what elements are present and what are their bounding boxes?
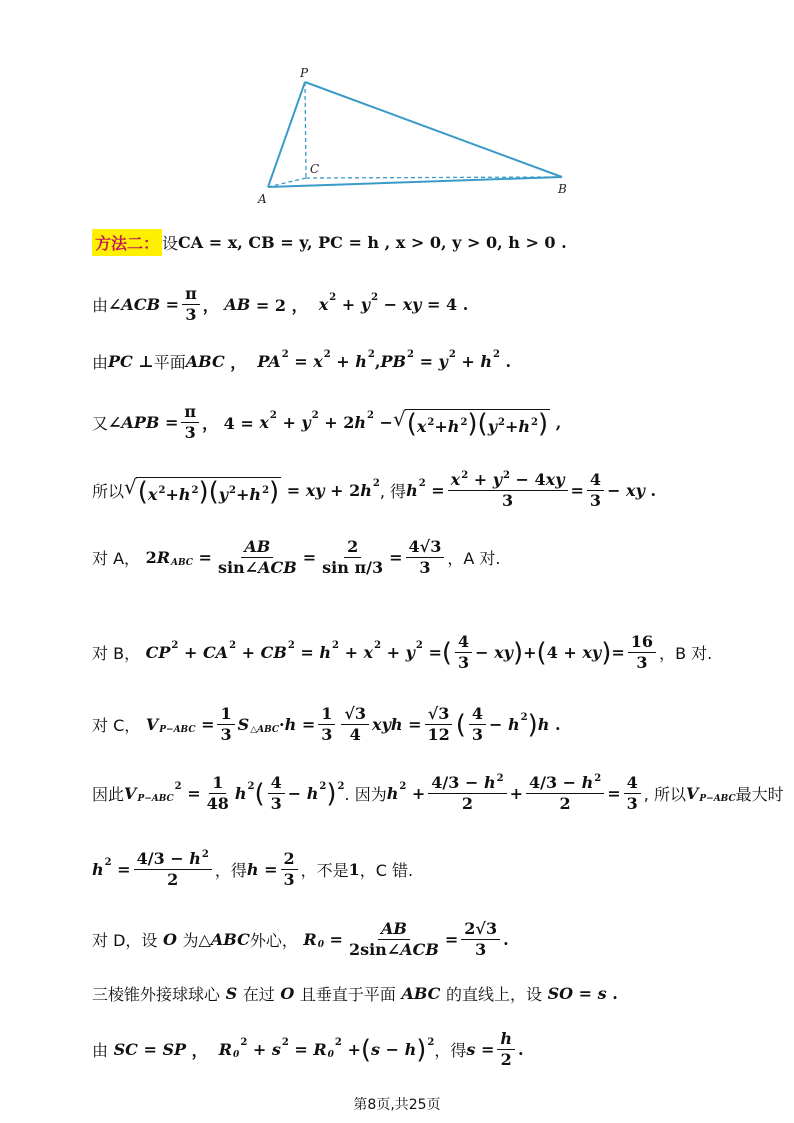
option-c-line: 对 C， V P−ABC = $\frac{1}{3}$ S △ABC · h = $\frac{1}{3}$ $\frac{√3}{4}$ xyh = $\frac{√3}{12}$ ( $\frac{4}{3}$ − h 2 ) h . — [92, 704, 561, 745]
page-footer: 第8页,共25页 — [353, 1097, 441, 1113]
pc-perp-line: 由 PC ⊥ 平面 ABC ， PA 2 = x 2 + h 2 , PB 2 = y 2 + h 2 . — [92, 349, 512, 372]
method-intro-math: CA = x, CB = y, PC = h , x > 0, y > 0, h > 0 . — [178, 233, 567, 252]
label-p: P — [300, 66, 309, 80]
angle-acb-line: 由 ∠ ACB = $\frac{\pi}{3}$ ， AB = 2 ， x 2 + y 2 − xy = 4 . — [92, 284, 469, 325]
tetrahedron-figure — [250, 55, 600, 210]
edge-pc-dashed — [305, 82, 306, 178]
option-b-line: 对 B， CP 2 + CA 2 + CB 2 = h 2 + x 2 + y 2 = ( $\frac{4}{3}$ − xy ) + ( 4 + xy ) = $\frac{16}{3}$ ，B 对. — [92, 632, 713, 673]
label-c: C — [310, 162, 320, 176]
option-d-sphere-line: 三棱锥外接球球心 S 在过 O 且垂直于平面 ABC 的直线上，设 SO = s . — [92, 984, 618, 1004]
label-b: B — [558, 182, 567, 196]
edge-ab — [268, 177, 562, 187]
option-d-line: 对 D，设 O 为 △ ABC 外心， R 0 = $\frac{AB}{\text{2sin∠ACB}}$ = $\frac{2√3}{3}$ . — [92, 919, 509, 960]
option-c-result-line: h 2 = $\frac{4/3 - h^2}{2}$ ，得 h = $\frac{2}{3}$ ，不是 1 ，C 错. — [92, 849, 414, 890]
edge-pa — [268, 82, 305, 187]
label-a: A — [258, 192, 267, 206]
sqrt-product-line: 所以 √ $(x^2+h^2)(y^2+h^2)$ = xy + 2 h 2 , 得 h 2 = $\frac{x^2 + y^2 - 4xy}{3}$ = $\frac{4}{3}$ − xy . — [92, 470, 657, 511]
method-line — [92, 229, 567, 256]
edge-pb — [305, 82, 562, 177]
option-c-max-line: 因此 V P−ABC 2 = $\frac{1}{48}$ h 2 ( $\frac{4}{3}$ − h 2 ) 2 . 因为 h 2 + $\frac{4/3 - h^2}{2}$ + $\frac{4/3 - h^2}{2}$ = $\frac{4}{3}$ , 所以 V P−ABC 最大时 — [92, 773, 784, 814]
method-intro-prefix: 设 — [162, 234, 179, 253]
option-a-line: 对 A， 2 R ABC = $\frac{AB}{\text{sin∠ACB}}$ = $\frac{2}{\text{sin π/3}}$ = $\frac{4√3}{3}$ ，A 对. — [92, 537, 501, 578]
angle-apb-line: 又 ∠ APB = $\frac{\pi}{3}$ ， 4 = x 2 + y 2 + 2 h 2 − √ $(x^2+h^2)(y^2+h^2)$ , — [92, 402, 562, 443]
method-label: 方法二： — [92, 229, 162, 256]
option-d-result-line: 由 SC = SP ， R 0 2 + s 2 = R 0 2 + ( s − h ) 2 ，得 s = $\frac{h}{2}$ . — [92, 1029, 524, 1070]
